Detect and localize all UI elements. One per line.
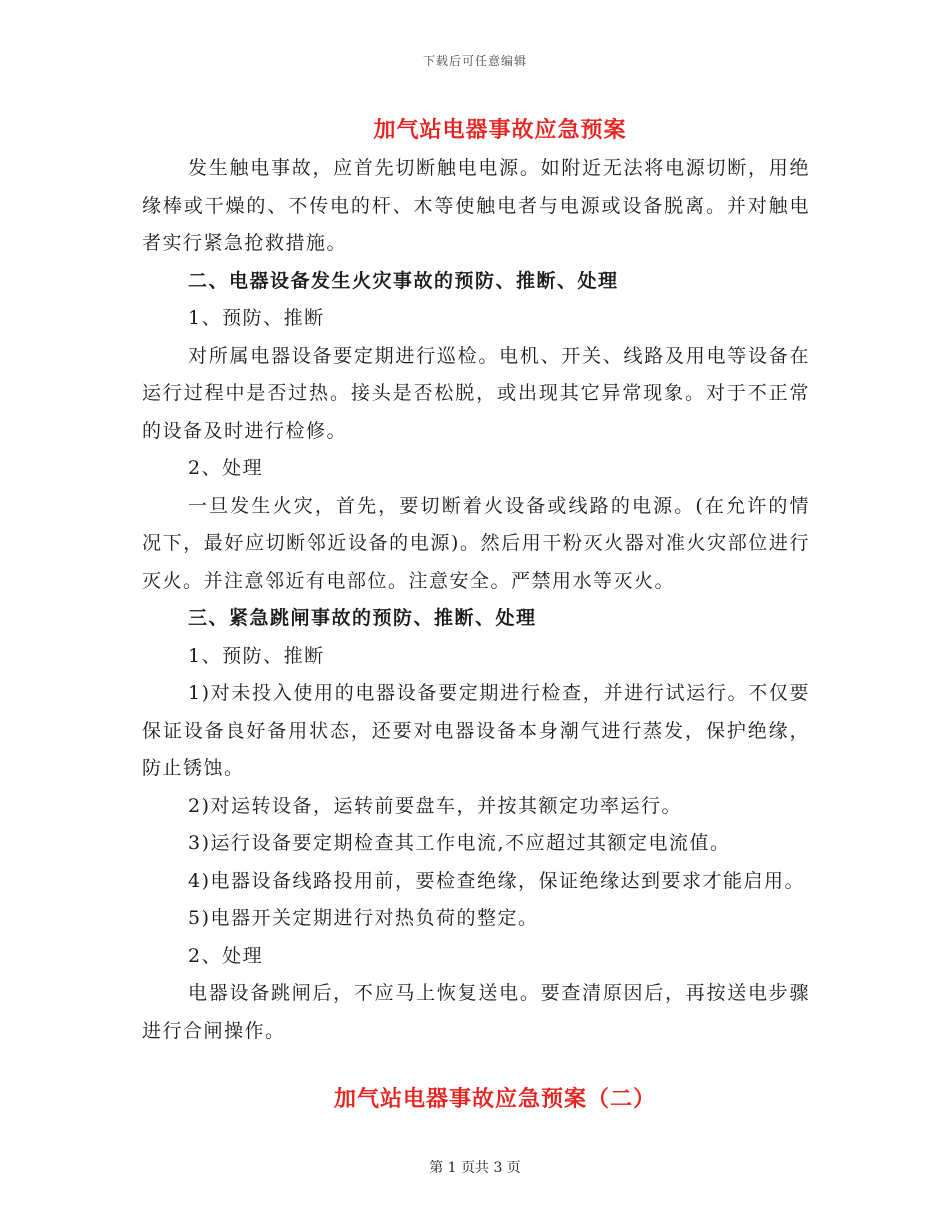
list-item-1: 1)对未投入使用的电器设备要定期进行检查，并进行试运行。不仅要保证设备良好备用状态，还要对电器设备本身潮气进行蒸发，保护绝缘，防止锈蚀。 [142,682,810,779]
subheading-handling: 2、处理 [188,457,264,479]
subheading-prevention-2: 1、预防、推断 [188,644,325,667]
second-title: 加气站电器事故应急预案（二） [333,1086,656,1112]
document-title: 加气站电器事故应急预案 [373,117,627,143]
list-item-5: 5)电器开关定期进行对热负荷的整定。 [188,907,539,929]
paragraph-intro: 发生触电事故，应首先切断触电电源。如附近无法将电源切断，用绝缘棒或干燥的、不传电的杆、木等使触电者与电源或设备脱离。并对触电者实行紧急抢救措施。 [142,157,810,254]
paragraph-fire-handling: 一旦发生火灾，首先，要切断着火设备或线路的电源。(在允许的情况下，最好应切断邻近设备的电源)。然后用干粉灭火器对准火灾部位进行灭火。并注意邻近有电部位。注意安全。严禁用水等灭火。 [142,494,810,592]
list-item-3: 3)运行设备要定期检查其工作电流,不应超过其额定电流值。 [188,832,731,854]
subheading-handling-2: 2、处理 [188,944,264,967]
document-body [142,150,810,1050]
list-item-4: 4)电器设备线路投用前，要检查绝缘，保证绝缘达到要求才能启用。 [188,869,806,892]
header-note: 下载后可任意编辑 [422,54,527,68]
paragraph-trip-handling: 电器设备跳闸后，不应马上恢复送电。要查清原因后，再按送电步骤进行合闸操作。 [142,982,810,1042]
subheading-prevention: 1、预防、推断 [188,307,325,329]
paragraph-inspection: 对所属电器设备要定期进行巡检。电机、开关、线路及用电等设备在运行过程中是否过热。接头是否松脱，或出现其它异常现象。对于不正常的设备及时进行检修。 [142,344,810,442]
section-heading-trip: 三、紧急跳闸事故的预防、推断、处理 [188,607,537,629]
list-item-2: 2)对运转设备，运转前要盘车，并按其额定功率运行。 [188,794,683,817]
section-heading-fire: 二、电器设备发生火灾事故的预防、推断、处理 [188,269,619,292]
page-footer: 第 1 页共 3 页 [429,1160,521,1176]
